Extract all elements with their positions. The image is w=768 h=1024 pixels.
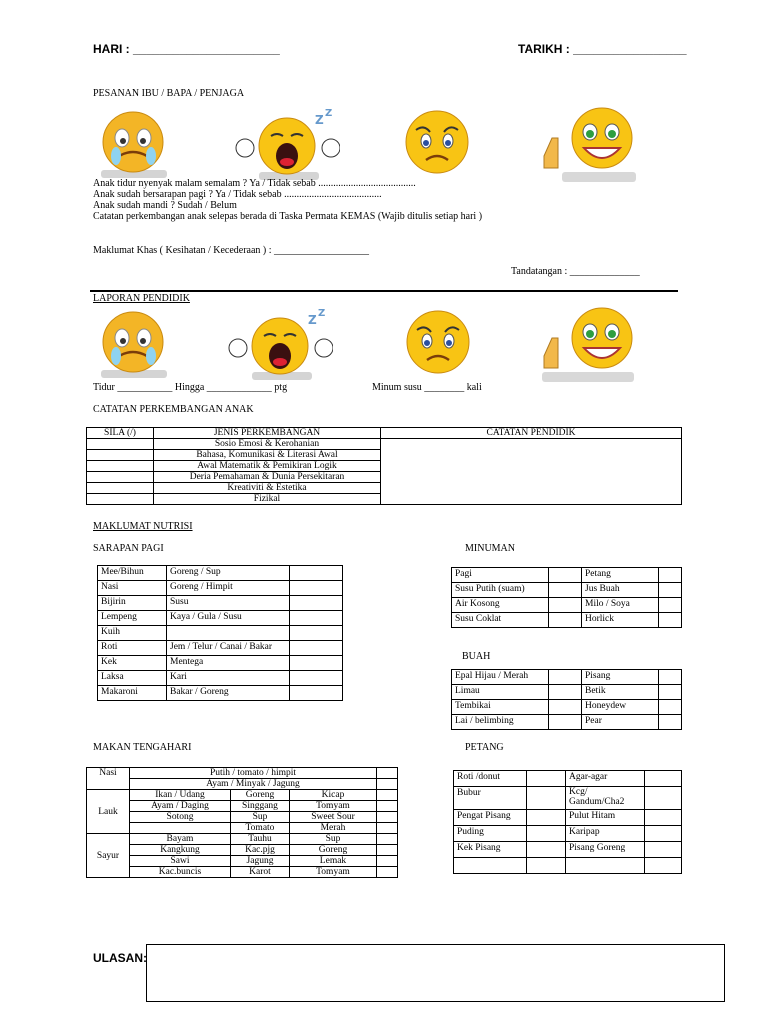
minuman-item: Pagi: [452, 568, 549, 583]
sayur-label: Sayur: [87, 834, 130, 878]
tengahari-title: MAKAN TENGAHARI: [93, 742, 192, 753]
sayur-item: Kangkung: [130, 845, 231, 856]
petang-item: Kcg/ Gandum/Cha2: [566, 787, 645, 810]
buah-item: Pear: [582, 715, 659, 730]
checkbox-cell[interactable]: [87, 472, 154, 483]
buah-item: Betik: [582, 685, 659, 700]
sarapan-item: Makaroni: [98, 686, 167, 701]
petang-item: Bubur: [454, 787, 527, 810]
check-cell[interactable]: [377, 812, 398, 823]
sayur-item: Sawi: [130, 856, 231, 867]
sayur-item: Tomyam: [290, 867, 377, 878]
lauk-item: Sotong: [130, 812, 231, 823]
lauk-item: Sweet Sour: [290, 812, 377, 823]
check-cell[interactable]: [659, 700, 682, 715]
check-cell[interactable]: [549, 613, 582, 628]
yawning-sleepy-face-icon: [235, 106, 340, 182]
sayur-item: Kac.buncis: [130, 867, 231, 878]
sarapan-item: Roti: [98, 641, 167, 656]
check-cell[interactable]: [659, 568, 682, 583]
lauk-item: Ikan / Udang: [130, 790, 231, 801]
sayur-item: Tauhu: [231, 834, 290, 845]
question-sarapan: Anak sudah bersarapan pagi ? Ya / Tidak sebab .......................................: [93, 189, 382, 200]
tidur-field: Tidur ___________ Hingga _____________ ptg: [93, 382, 288, 393]
check-cell[interactable]: [549, 715, 582, 730]
check-cell[interactable]: [377, 834, 398, 845]
petang-item: [566, 858, 645, 874]
lauk-item: Kicap: [290, 790, 377, 801]
lauk-item: [130, 823, 231, 834]
petang-title: PETANG: [465, 742, 504, 753]
check-cell[interactable]: [290, 656, 343, 671]
check-cell[interactable]: [645, 787, 682, 810]
sayur-item: Kac.pjg: [231, 845, 290, 856]
sayur-item: Jagung: [231, 856, 290, 867]
check-cell[interactable]: [527, 842, 566, 858]
check-cell[interactable]: [377, 867, 398, 878]
minuman-item: Susu Putih (suam): [452, 583, 549, 598]
sarapan-item: Kuih: [98, 626, 167, 641]
petang-item: Pulut Hitam: [566, 810, 645, 826]
nutrisi-title: MAKLUMAT NUTRISI: [93, 521, 193, 532]
dev-row: Awal Matematik & Pemikiran Logik: [154, 461, 381, 472]
svg-text:Z: Z: [318, 308, 326, 319]
check-cell[interactable]: [527, 858, 566, 874]
minum-susu-field: Minum susu ________ kali: [372, 382, 482, 393]
check-cell[interactable]: [549, 598, 582, 613]
check-cell[interactable]: [659, 583, 682, 598]
dev-row: Sosio Emosi & Kerohanian: [154, 439, 381, 450]
checkbox-cell[interactable]: [87, 483, 154, 494]
check-cell[interactable]: [659, 613, 682, 628]
lauk-label: Lauk: [87, 790, 130, 834]
sarapan-option: Goreng / Sup: [167, 566, 290, 581]
check-cell[interactable]: [645, 810, 682, 826]
sayur-item: Goreng: [290, 845, 377, 856]
check-cell[interactable]: [527, 771, 566, 787]
sarapan-option: Bakar / Goreng: [167, 686, 290, 701]
svg-text:Z: Z: [315, 113, 324, 127]
check-cell[interactable]: [659, 670, 682, 685]
buah-item: Limau: [452, 685, 549, 700]
parent-section-title: PESANAN IBU / BAPA / PENJAGA: [93, 88, 245, 99]
sarapan-option: Kaya / Gula / Susu: [167, 611, 290, 626]
check-cell[interactable]: [645, 842, 682, 858]
check-cell[interactable]: [290, 671, 343, 686]
check-cell[interactable]: [645, 858, 682, 874]
catatan-pendidik-cell[interactable]: [381, 439, 682, 505]
lauk-item: Ayam / Daging: [130, 801, 231, 812]
svg-text:Z: Z: [325, 108, 333, 119]
check-cell[interactable]: [549, 700, 582, 715]
check-cell[interactable]: [290, 641, 343, 656]
sarapan-item: Bijirin: [98, 596, 167, 611]
petang-item: [454, 858, 527, 874]
check-cell[interactable]: [290, 626, 343, 641]
minuman-item: Air Kosong: [452, 598, 549, 613]
sarapan-option: Susu: [167, 596, 290, 611]
maklumat-khas-field: Maklumat Khas ( Kesihatan / Kecederaan ) : ___________________: [93, 245, 370, 256]
petang-table: [453, 770, 682, 874]
sarapan-option: Goreng / Himpit: [167, 581, 290, 596]
sayur-item: Karot: [231, 867, 290, 878]
check-cell[interactable]: [659, 598, 682, 613]
yawning-sleepy-face-icon: [228, 306, 333, 382]
section-divider: [90, 290, 678, 292]
happy-thumbs-up-face-icon: [540, 306, 638, 386]
petang-item: Puding: [454, 826, 527, 842]
minuman-item: Jus Buah: [582, 583, 659, 598]
check-cell[interactable]: [377, 779, 398, 790]
check-cell[interactable]: [645, 826, 682, 842]
nasi-option: Ayam / Minyak / Jagung: [130, 779, 377, 790]
sarapan-item: Lempeng: [98, 611, 167, 626]
question-catatan: Catatan perkembangan anak selepas berada di Taska Permata KEMAS (Wajib ditulis setiap hari ): [93, 211, 483, 222]
check-cell[interactable]: [377, 790, 398, 801]
crying-face-icon: [97, 308, 177, 380]
sarapan-item: Laksa: [98, 671, 167, 686]
check-cell[interactable]: [549, 583, 582, 598]
minuman-item: Milo / Soya: [582, 598, 659, 613]
sarapan-option: Jem / Telur / Canai / Bakar: [167, 641, 290, 656]
check-cell[interactable]: [290, 611, 343, 626]
sayur-item: Sup: [290, 834, 377, 845]
check-cell[interactable]: [527, 787, 566, 810]
dev-row: Kreativiti & Estetika: [154, 483, 381, 494]
buah-item: Honeydew: [582, 700, 659, 715]
minuman-title: MINUMAN: [465, 543, 515, 554]
header-sila: SILA (/): [87, 428, 154, 439]
check-cell[interactable]: [377, 856, 398, 867]
check-cell[interactable]: [290, 596, 343, 611]
check-cell[interactable]: [377, 768, 398, 779]
check-cell[interactable]: [527, 810, 566, 826]
checkbox-cell[interactable]: [87, 461, 154, 472]
tengahari-table: [86, 767, 398, 878]
lauk-item: Goreng: [231, 790, 290, 801]
lauk-item: Sup: [231, 812, 290, 823]
sad-face-icon: [400, 308, 478, 380]
development-table: [86, 427, 682, 505]
check-cell[interactable]: [645, 771, 682, 787]
lauk-item: Tomyam: [290, 801, 377, 812]
minuman-item: Susu Coklat: [452, 613, 549, 628]
question-tidur: Anak tidur nyenyak malam semalam ? Ya / Tidak sebab .......................................: [93, 178, 416, 189]
check-cell[interactable]: [659, 715, 682, 730]
buah-item: Epal Hijau / Merah: [452, 670, 549, 685]
sarapan-table: [97, 565, 343, 701]
sayur-item: Lemak: [290, 856, 377, 867]
sarapan-title: SARAPAN PAGI: [93, 543, 164, 554]
svg-text:Z: Z: [308, 313, 317, 327]
sarapan-item: Mee/Bihun: [98, 566, 167, 581]
petang-item: Pisang Goreng: [566, 842, 645, 858]
check-cell[interactable]: [549, 685, 582, 700]
petang-item: Roti /donut: [454, 771, 527, 787]
dev-row: Bahasa, Komunikasi & Literasi Awal: [154, 450, 381, 461]
sarapan-item: Kek: [98, 656, 167, 671]
catatan-perkembangan-title: CATATAN PERKEMBANGAN ANAK: [93, 404, 254, 415]
sayur-item: Bayam: [130, 834, 231, 845]
crying-face-icon: [97, 108, 177, 180]
lauk-item: Merah: [290, 823, 377, 834]
tarikh-field: TARIKH : _________________: [518, 42, 687, 56]
tandatangan-field: Tandatangan : ______________: [511, 266, 640, 277]
check-cell[interactable]: [290, 581, 343, 596]
check-cell[interactable]: [290, 566, 343, 581]
dev-row: Deria Pemahaman & Dunia Persekitaran: [154, 472, 381, 483]
petang-item: Karipap: [566, 826, 645, 842]
parent-questions: [93, 178, 693, 222]
minuman-item: Horlick: [582, 613, 659, 628]
lauk-item: Singgang: [231, 801, 290, 812]
checkbox-cell[interactable]: [87, 439, 154, 450]
question-mandi: Anak sudah mandi ? Sudah / Belum: [93, 200, 237, 211]
hari-field: HARI : ______________________: [93, 42, 280, 56]
ulasan-box[interactable]: [146, 944, 725, 1002]
checkbox-cell[interactable]: [87, 450, 154, 461]
nasi-option: Putih / tomato / himpit: [130, 768, 377, 779]
petang-item: Kek Pisang: [454, 842, 527, 858]
check-cell[interactable]: [549, 670, 582, 685]
buah-item: Pisang: [582, 670, 659, 685]
sarapan-item: Nasi: [98, 581, 167, 596]
buah-item: Lai / belimbing: [452, 715, 549, 730]
sarapan-option: Kari: [167, 671, 290, 686]
checkbox-cell[interactable]: [87, 494, 154, 505]
header-jenis: JENIS PERKEMBANGAN: [154, 428, 381, 439]
check-cell[interactable]: [549, 568, 582, 583]
buah-item: Tembikai: [452, 700, 549, 715]
check-cell[interactable]: [290, 686, 343, 701]
lauk-item: Tomato: [231, 823, 290, 834]
ulasan-label: ULASAN:: [93, 951, 147, 965]
sarapan-option: Mentega: [167, 656, 290, 671]
check-cell[interactable]: [377, 845, 398, 856]
check-cell[interactable]: [377, 801, 398, 812]
dev-row: Fizikal: [154, 494, 381, 505]
check-cell[interactable]: [659, 685, 682, 700]
check-cell[interactable]: [527, 826, 566, 842]
buah-title: BUAH: [462, 651, 491, 662]
header-catatan: CATATAN PENDIDIK: [381, 428, 682, 439]
petang-item: Agar-agar: [566, 771, 645, 787]
buah-table: [451, 669, 682, 730]
check-cell[interactable]: [377, 823, 398, 834]
happy-thumbs-up-face-icon: [540, 106, 638, 186]
sad-face-icon: [400, 108, 474, 180]
sarapan-option: [167, 626, 290, 641]
minuman-table: [451, 567, 682, 628]
petang-item: Pengat Pisang: [454, 810, 527, 826]
minuman-item: Petang: [582, 568, 659, 583]
laporan-title: LAPORAN PENDIDIK: [93, 293, 190, 304]
nasi-label: Nasi: [87, 768, 130, 790]
